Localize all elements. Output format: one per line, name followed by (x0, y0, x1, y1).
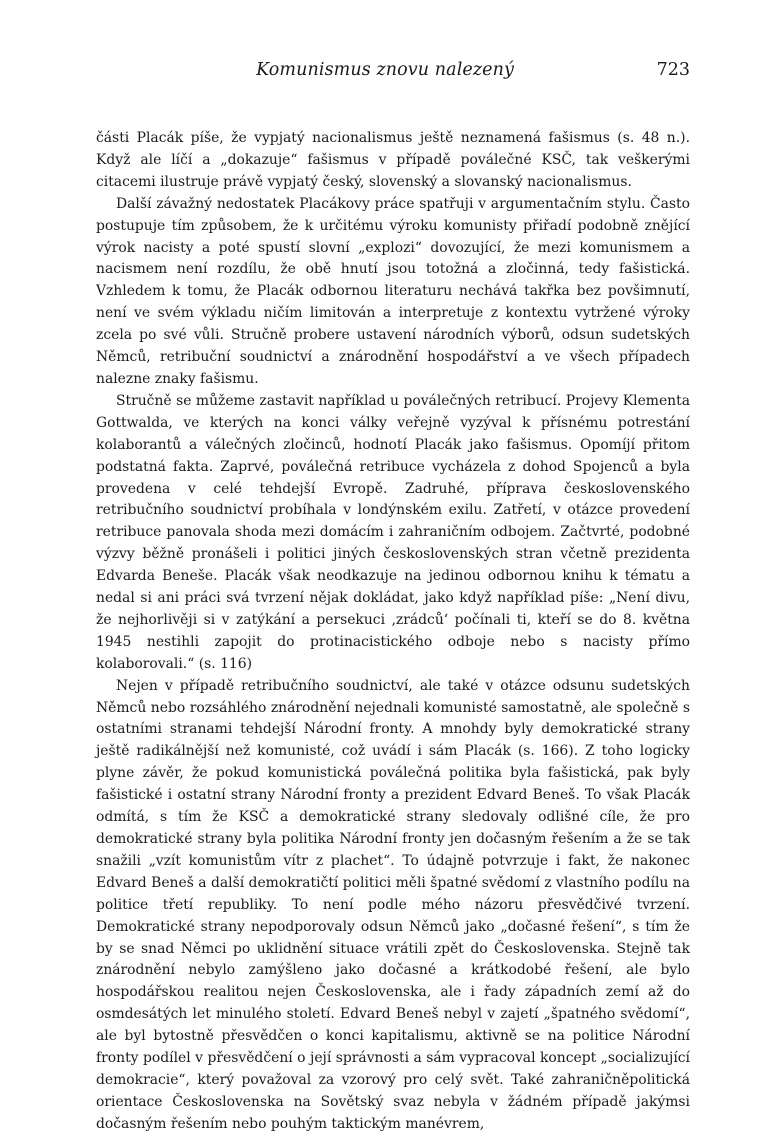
paragraph: Nejen v případě retribučního soudnictví, ale také v otázce odsunu sudetských Němců nebo rozsáhlého znárodnění nejednali komunisté samostatně, ale společně s ostatními stranami tehdejší Národní fronty. A mnohdy byly demokratické strany ještě radikálnější než komunisté, což uvádí i sám Placák (s. 166). Z toho logicky plyne závěr, že pokud komunistická poválečná politika byla fašistická, pak byly fašistické i ostatní strany Národní fronty a prezident Edvard Beneš. To však Placák odmítá, s tím že KSČ a demokratické strany sledovaly odlišné cíle, že pro demokratické strany byla politika Národní fronty jen dočasným řešením a že se tak snažili „vzít komunistům vítr z plachet“. To údajně potvrzuje i fakt, že nakonec Edvard Beneš a další demokratičtí politici měli špatné svědomí z vlastního podílu na politice třetí republiky. To není podle mého názoru přesvědčivé tvrzení. Demokratické strany nepodporovaly odsun Němců jako „dočasné řešení“, s tím že by se snad Němci po uklidnění situace vrátili zpět do Československa. Stejně tak znárodnění nebylo zamýšleno jako dočasné a krátkodobé řešení, ale bylo hospodářskou realitou nejen Československa, ale i řady západních zemí až do osmdesátých let minulého století. Edvard Beneš nebyl v zajetí „špatného svědomí“, ale byl bytostně přesvědčen o konci kapitalismu, aktivně se na politice Národní fronty podílel v přesvědčení o její správnosti a sám vypracoval koncept „socializující demokracie“, který považoval za vzorový pro celý svět. Také zahraničněpolitická orientace Československa na Sovětský svaz nebyla v žádném případě jakýmsi dočasným řešením nebo pouhým taktickým manévrem, (96, 677, 690, 1132)
paragraph: Stručně se můžeme zastavit například u poválečných retribucí. Projevy Klementa Gottwalda, ve kterých na konci války veřejně vyzýval k přísnému potrestání kolaborantů a válečných zločinců, hodnotí Placák jako fašismus. Opomíjí přitom podstatná fakta. Zaprvé, poválečná retribuce vycházela z dohod Spojenců a byla provedena v celé tehdejší Evropě. Zadruhé, příprava československého retribučního soudnictví probíhala v londýnském exilu. Zatřetí, v otázce provedení retribuce panovala shoda mezi domácím i zahraničním odbojem. Začtvrté, podobné výzvy běžně pronášeli i politici jiných československých stran včetně prezidenta Edvarda Beneše. Placák však neodkazuje na jedinou odbornou knihu k tématu a nedal si ani práci svá tvrzení nějak dokládat, jako když například píše: „Není divu, že nejhorlivěji si v zatýkání a persekuci ‚zrádců‘ počínali ti, kteří se do 8. května 1945 nestihli zapojit do protinacistického odboje nebo s nacisty přímo kolaborovali.“ (s. 116) (96, 392, 690, 672)
paragraph: Další závažný nedostatek Placákovy práce spatřuji v argumentačním stylu. Často postupuje tím způsobem, že k určitému výroku komunisty přiřadí podobně znějící výrok nacisty a poté spustí slovní „explozi“ dovozující, že mezi komunismem a nacismem není rozdílu, že obě hnutí jsou totožná a zločinná, tedy fašistická. Vzhledem k tomu, že Placák odbornou literaturu nechává takřka bez povšimnutí, není ve svém výkladu ničím limitován a interpretuje z kontextu vytržené výroky zcela po své vůli. Stručně probere ustavení národních výborů, odsun sudetských Němců, retribuční soudnictví a znárodnění hospodářství a ve všech případech nalezne znaky fašismu. (96, 195, 690, 387)
page-number: 723 (656, 60, 690, 80)
running-header (96, 60, 690, 84)
running-title: Komunismus znovu nalezený (256, 60, 514, 80)
paragraph: části Placák píše, že vypjatý nacionalismus ještě neznamená fašismus (s. 48 n.). Když ale líčí a „dokazuje“ fašismus v případě poválečné KSČ, tak veškerými citacemi ilustruje právě vypjatý český, slovenský a slovanský nacionalismus. (96, 130, 690, 190)
body-text (96, 128, 690, 1136)
